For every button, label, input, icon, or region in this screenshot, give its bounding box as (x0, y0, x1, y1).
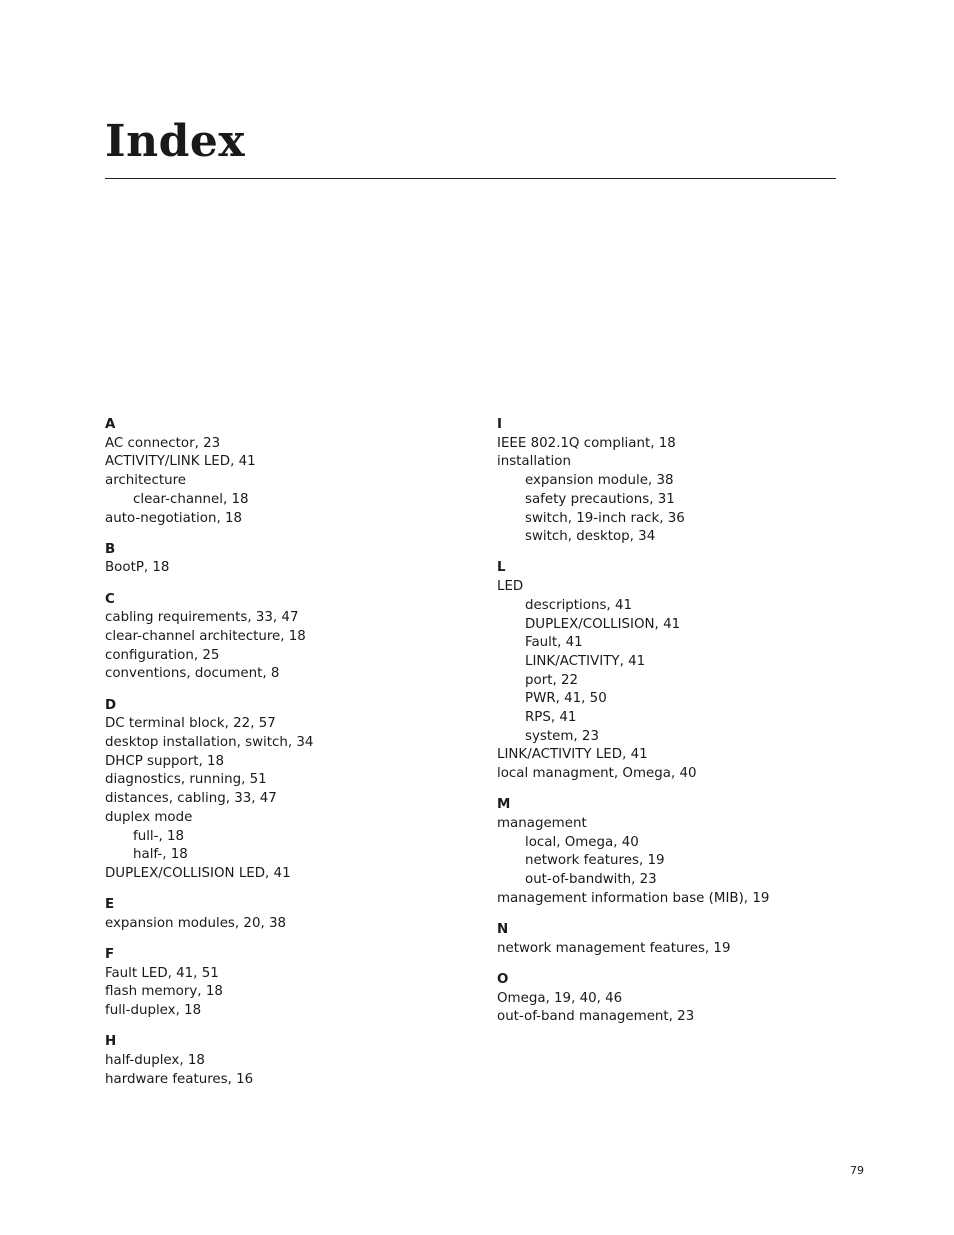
index-section (497, 971, 857, 1027)
index-entry: local managment, Omega, 40 (497, 766, 697, 782)
index-entry: cabling requirements, 33, 47 (105, 610, 299, 626)
index-entry: expansion modules, 20, 38 (105, 915, 287, 931)
section-letter: D (105, 697, 117, 713)
index-subentry: PWR, 41, 50 (525, 691, 607, 707)
index-entry: hardware features, 16 (105, 1071, 254, 1087)
index-section (497, 796, 857, 908)
page-number: 79 (850, 1164, 864, 1177)
index-subentry: switch, desktop, 34 (525, 529, 656, 545)
index-section (497, 559, 857, 783)
index-entry: diagnostics, running, 51 (105, 772, 267, 788)
section-letter: E (105, 897, 115, 913)
index-section (105, 946, 475, 1021)
index-entry: flash memory, 18 (105, 984, 223, 1000)
section-letter: I (497, 417, 502, 432)
index-column-right (497, 416, 857, 1040)
index-entry: configuration, 25 (105, 647, 220, 663)
section-letter: C (105, 591, 115, 607)
index-entry: network management features, 19 (497, 940, 731, 956)
index-subentry: out-of-bandwith, 23 (525, 872, 657, 888)
index-subentry: Fault, 41 (525, 635, 583, 651)
index-entry: half-duplex, 18 (105, 1053, 205, 1069)
index-entry: out-of-band management, 23 (497, 1009, 695, 1025)
index-entry: architecture (105, 473, 187, 489)
index-section (105, 1033, 475, 1089)
index-entry: installation (497, 454, 571, 470)
index-entry: distances, cabling, 33, 47 (105, 791, 277, 807)
index-subentry: half-, 18 (133, 847, 188, 863)
index-section (105, 416, 475, 528)
index-entry: ACTIVITY/LINK LED, 41 (105, 454, 256, 470)
index-subentry: DUPLEX/COLLISION, 41 (525, 616, 681, 632)
index-entry: LED (497, 579, 524, 595)
index-entry: clear-channel architecture, 18 (105, 629, 306, 645)
index-subentry: switch, 19-inch rack, 36 (525, 510, 685, 526)
index-entry: auto-negotiation, 18 (105, 510, 243, 526)
index-subentry: local, Omega, 40 (525, 834, 639, 850)
index-section (497, 416, 857, 547)
index-section (105, 697, 475, 884)
index-entry: desktop installation, switch, 34 (105, 735, 314, 751)
index-section (497, 921, 857, 958)
section-letter: A (105, 417, 116, 432)
index-entry: IEEE 802.1Q compliant, 18 (497, 435, 676, 451)
index-subentry: safety precautions, 31 (525, 491, 675, 507)
section-letter: H (105, 1034, 117, 1050)
index-subentry: full-, 18 (133, 828, 185, 844)
index-entry: LINK/ACTIVITY LED, 41 (497, 747, 648, 763)
index-entry: DHCP support, 18 (105, 753, 225, 769)
section-letter: F (105, 947, 115, 963)
index-entry: management (497, 816, 587, 832)
index-entry: conventions, document, 8 (105, 666, 280, 682)
page-title: Index (105, 116, 246, 167)
index-subentry: port, 22 (525, 672, 579, 688)
index-entry: DUPLEX/COLLISION LED, 41 (105, 865, 291, 881)
index-section (105, 591, 475, 685)
index-entry: Omega, 19, 40, 46 (497, 990, 623, 1006)
section-letter: L (497, 560, 506, 576)
index-entry: full-duplex, 18 (105, 1003, 202, 1019)
index-column-left (105, 416, 475, 1102)
index-section (105, 896, 475, 933)
index-section (105, 541, 475, 578)
title-divider (105, 178, 836, 179)
index-entry: DC terminal block, 22, 57 (105, 716, 276, 732)
index-entry: AC connector, 23 (105, 435, 221, 451)
index-entry: duplex mode (105, 809, 193, 825)
index-subentry: clear-channel, 18 (133, 491, 249, 507)
section-letter: O (497, 971, 509, 987)
section-letter: B (105, 541, 116, 557)
index-entry: Fault LED, 41, 51 (105, 965, 219, 981)
section-letter: M (497, 797, 511, 813)
section-letter: N (497, 922, 509, 938)
index-subentry: system, 23 (525, 728, 599, 744)
index-entry: management information base (MIB), 19 (497, 890, 770, 906)
index-entry: BootP, 18 (105, 560, 170, 576)
index-subentry: descriptions, 41 (525, 597, 632, 613)
index-subentry: LINK/ACTIVITY, 41 (525, 653, 646, 669)
index-subentry: network features, 19 (525, 853, 665, 869)
index-subentry: expansion module, 38 (525, 473, 674, 489)
index-subentry: RPS, 41 (525, 710, 577, 726)
